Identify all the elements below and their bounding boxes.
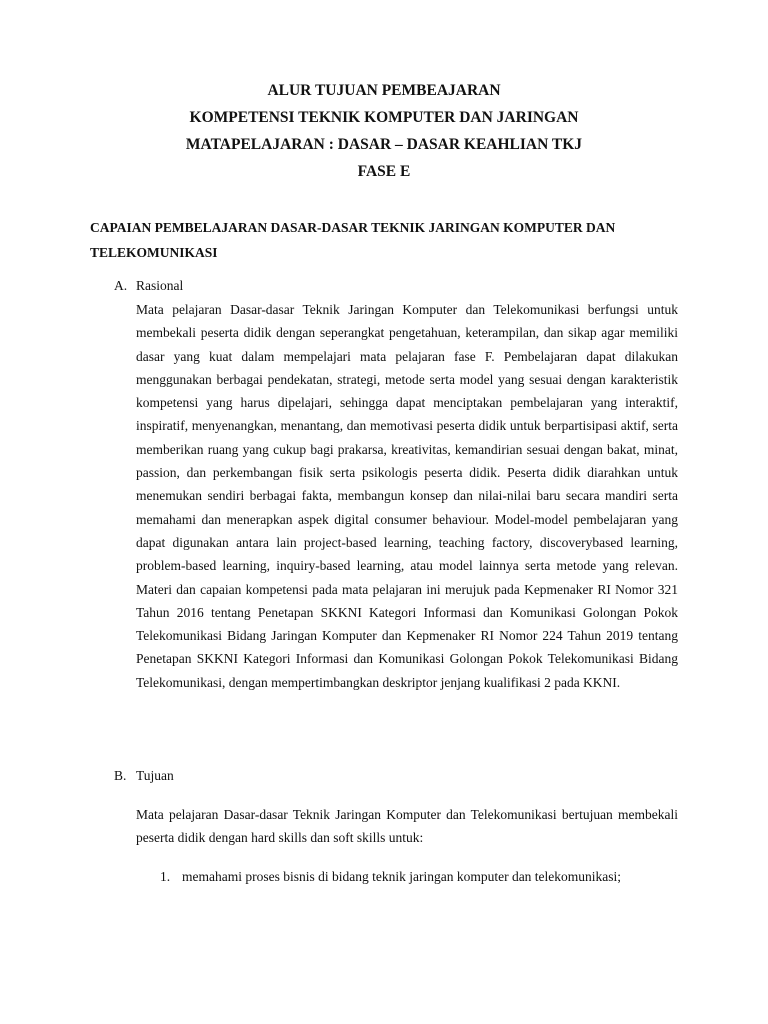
tujuan-paragraph: Mata pelajaran Dasar-dasar Teknik Jaringan Komputer dan Telekomunikasi bertujuan membekali peserta didik dengan hard skills dan soft skills untuk: xyxy=(136,807,678,846)
section-heading: CAPAIAN PEMBELAJARAN DASAR-DASAR TEKNIK JARINGAN KOMPUTER DAN TELEKOMUNIKASI xyxy=(90,220,616,260)
numbered-text: memahami proses bisnis di bidang teknik jaringan komputer dan telekomunikasi; xyxy=(182,869,622,885)
item-label: Rasional xyxy=(136,278,184,293)
document-title xyxy=(90,77,678,185)
item-marker: A. xyxy=(114,278,128,293)
item-heading xyxy=(90,276,678,296)
numbered-marker: 1. xyxy=(160,869,171,885)
title-line-4: FASE E xyxy=(357,163,411,180)
numbered-list-item xyxy=(136,867,678,887)
list-item-rasional xyxy=(90,276,678,694)
title-line-1: ALUR TUJUAN PEMBEAJARAN xyxy=(267,82,501,99)
item-label: Tujuan xyxy=(136,768,174,784)
title-line-2: KOMPETENSI TEKNIK KOMPUTER DAN JARINGAN xyxy=(189,109,579,126)
item-marker: B. xyxy=(114,768,127,784)
list-item-tujuan xyxy=(90,766,678,887)
title-line-3: MATAPELAJARAN : DASAR – DASAR KEAHLIAN TKJ xyxy=(185,136,583,153)
rasional-paragraph: Mata pelajaran Dasar-dasar Teknik Jaringan Komputer dan Telekomunikasi berfungsi untuk membekali peserta didik dengan seperangkat pengetahuan, keterampilan, dan sikap agar memiliki dasar yang kuat dalam mempelajari mata pelajaran fase F. Pembelajaran dapat dilakukan menggunakan berbagai pendekatan, strategi, metode serta model yang sesuai dengan karakteristik kompetensi yang harus dipelajari, sehingga dapat menciptakan pembelajaran yang interaktif, inspiratif, menyenangkan, menantang, dan memotivasi peserta didik untuk berpartisipasi aktif, serta memberikan ruang yang cukup bagi prakarsa, kreativitas, kemandirian sesuai dengan bakat, minat, passion, dan perkembangan fisik serta psikologis peserta didik. Peserta didik diarahkan untuk menemukan sendiri berbagai fakta, membangun konsep dan nilai-nilai baru secara mandiri serta memahami dan menerapkan aspek digital consumer behaviour. Model-model pembelajaran yang dapat digunakan antara lain project-based learning, teaching factory, discoverybased learning, problem-based learning, inquiry-based learning, atau model lainnya serta metode yang relevan. Materi dan capaian kompetensi pada mata pelajaran ini merujuk pada Kepmenaker RI Nomor 321 Tahun 2016 tentang Penetapan SKKNI Kategori Informasi dan Komunikasi Golongan Pokok Telekomunikasi Bidang Jaringan Komputer dan Kepmenaker RI Nomor 224 Tahun 2019 tentang Penetapan SKKNI Kategori Informasi dan Komunikasi Golongan Pokok Telekomunikasi Bidang Telekomunikasi, dengan mempertimbangkan deskriptor jenjang kualifikasi 2 pada KKNI. xyxy=(136,302,678,690)
item-heading xyxy=(90,766,678,786)
